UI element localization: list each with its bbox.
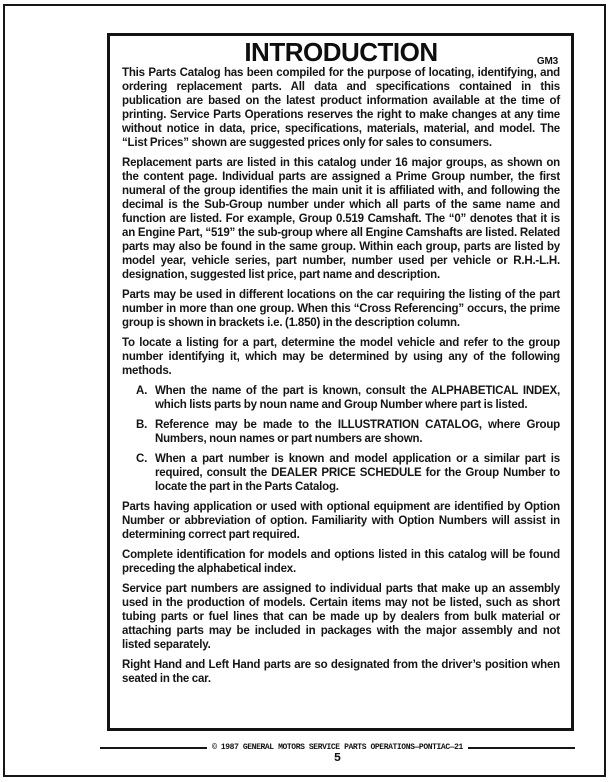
intro-paragraph-4: To locate a listing for a part, determine the model vehicle and refer to the group number identifying it, which may be determined by using any of the following methods. bbox=[122, 337, 560, 377]
intro-paragraph-5: Parts having application or used with optional equipment are identified by Option Number or abbreviation of option. Familiarity with Option Numbers will assist in determining correct part required. bbox=[122, 501, 560, 541]
copyright-text: © 1987 GENERAL MOTORS SERVICE PARTS OPERATIONS—PONTIAC—21 bbox=[212, 743, 463, 752]
intro-paragraph-6: Complete identification for models and options listed in this catalog will be found preceding the alphabetical index. bbox=[122, 549, 560, 575]
intro-paragraph-1: This Parts Catalog has been compiled for the purpose of locating, identifying, and ordering replacement parts. All data and specifications contained in this publication are based on the latest product information available at the time of printing. Service Parts Operations reserves the right to make changes at any time without notice in data, price, specifications, materials, material, and model. The “List Prices” shown are suggested prices only for sales to consumers. bbox=[122, 67, 560, 149]
intro-paragraph-2: Replacement parts are listed in this catalog under 16 major groups, as shown on the content page. Individual parts are assigned a Prime Group number, the first numeral of the group identifies the main unit it is affiliated with, and following the decimal is the Sub-Group number under which all parts of the same name and function are listed. For example, Group 0.519 Camshaft. The “0” denotes that it is an Engine Part, “519” the sub-group where all Engine Camshafts are listed. Related parts may also be found in the same group. Within each group, parts are listed by model year, vehicle series, part number, number used per vehicle or R.H.-L.H. designation, suggested list price, part name and description. bbox=[122, 157, 560, 281]
intro-paragraph-3: Parts may be used in different locations on the car requiring the listing of the part number in more than one group. When this “Cross Referencing” occurs, the prime group is shown in brackets i.e. (1.850) in the description column. bbox=[122, 289, 560, 329]
method-label-b: B. bbox=[136, 419, 148, 431]
introduction-content-box bbox=[107, 33, 574, 731]
intro-paragraph-7: Service part numbers are assigned to individual parts that make up an assembly used in the production of models. Certain items may not be listed, such as short tubing parts or fuel lines that can be made up by dealers from bulk material or attaching parts may be included in packages with the major assembly and not listed separately. bbox=[122, 583, 560, 651]
page-title: INTRODUCTION bbox=[244, 37, 438, 67]
page-footer bbox=[100, 743, 575, 764]
method-text-a: When the name of the part is known, consult the ALPHABETICAL INDEX, which lists parts by noun name and Group Number where part is listed. bbox=[155, 385, 560, 411]
method-label-c: C. bbox=[136, 453, 148, 465]
lookup-methods-list bbox=[122, 384, 560, 494]
method-text-c: When a part number is known and model application or a similar part is required, consult the DEALER PRICE SCHEDULE for the Group Number to locate the part in the Parts Catalog. bbox=[155, 453, 560, 493]
footer-rule-right bbox=[468, 747, 575, 749]
intro-paragraph-8: Right Hand and Left Hand parts are so designated from the driver’s position when seated in the car. bbox=[122, 659, 560, 685]
method-item-b bbox=[122, 418, 560, 446]
method-item-c bbox=[122, 452, 560, 494]
footer-rule-left bbox=[100, 747, 207, 749]
method-label-a: A. bbox=[136, 385, 148, 397]
method-text-b: Reference may be made to the ILLUSTRATION CATALOG, where Group Numbers, noun names or part numbers are shown. bbox=[155, 419, 560, 445]
page-number: 5 bbox=[333, 751, 342, 765]
method-item-a bbox=[122, 384, 560, 412]
catalog-code-label: GM3 bbox=[536, 56, 558, 67]
